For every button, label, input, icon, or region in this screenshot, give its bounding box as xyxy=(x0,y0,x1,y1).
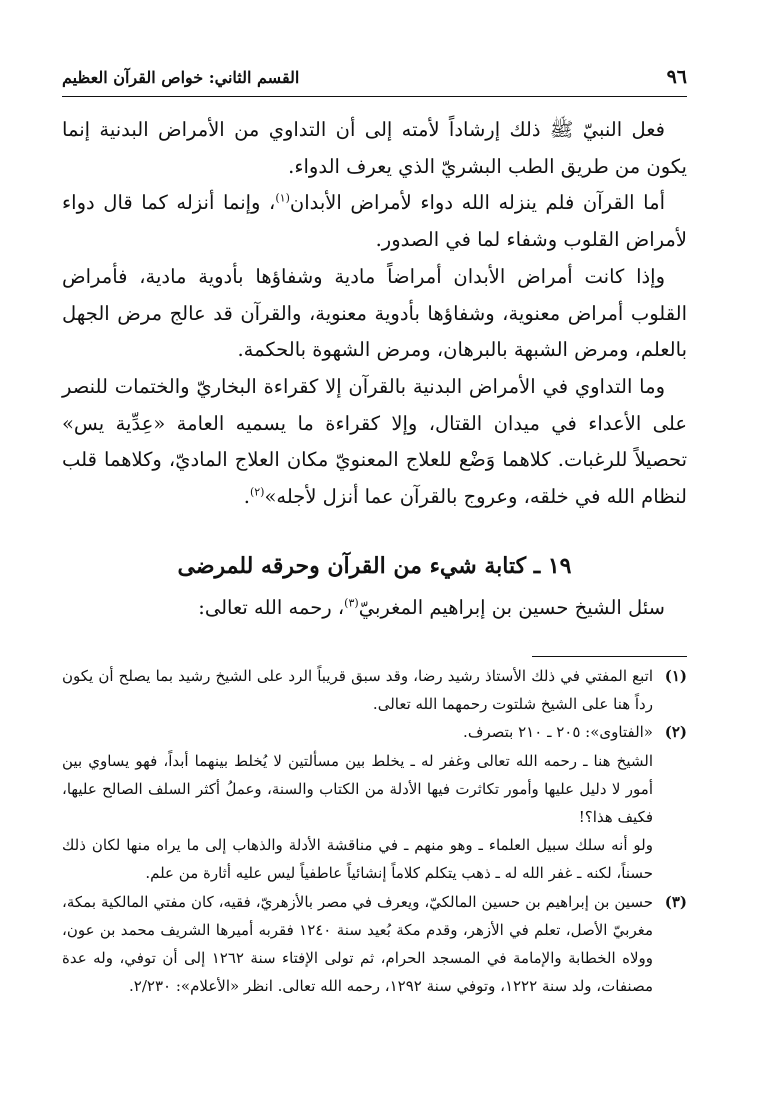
footnote-text: «الفتاوى»: ٢٠٥ ـ ٢١٠ بتصرف. xyxy=(463,723,653,742)
paragraph-text: وما التداوي في الأمراض البدنية بالقرآن إلا كقراءة البخاريّ والختمات للنصر على الأعداء في ميدان القتال، وإلا كقراءة ما يسميه العامة «عِدِّية يس» تحصيلاً للرغبات. كلاهما وَضْع للعلاج المعنويّ مكان العلاج الماديّ، وكلاهما قلب لنظام الله في خلقه، وعروج بالقرآن عما أنزل لأجله» xyxy=(62,374,687,509)
footnote-1 xyxy=(62,662,687,718)
running-title: القسم الثاني: خواص القرآن العظيم xyxy=(62,68,300,87)
footnote-2 xyxy=(62,718,687,887)
footnotes xyxy=(62,662,687,1000)
footnote-ref[interactable]: (٣) xyxy=(344,596,359,610)
paragraph-3 xyxy=(62,259,687,369)
paragraph-4 xyxy=(62,369,687,516)
question-line xyxy=(62,596,687,619)
footnote-text: حسين بن إبراهيم بن حسين المالكيّ، ويعرف في مصر بالأزهريّ، فقيه، كان مفتي المالكية بمكة، مغربيّ الأصل، تعلم في الأزهر، وقدم مكة بُعيد سنة ١٢٤٠ فقربه أميرها الشريف محمد بن عون، وولاه الخطابة والإمامة في المسجد الحرام، ثم تولى الإفتاء سنة ١٢٦٢ إلى أن توفي، وله عدة مصنفات، ولد سنة ١٢٢٢، وتوفي سنة ١٢٩٢، رحمه الله تعالى. انظر «الأعلام»: ٢/٢٣٠. xyxy=(62,892,653,996)
main-text xyxy=(62,112,687,516)
footnote-3 xyxy=(62,888,687,1001)
paragraph-text: فعل النبيّ ﷺ ذلك إرشاداً لأمته إلى أن التداوي من الأمراض البدنية إنما يكون من طريق الطب البشريّ الذي يعرف الدواء. xyxy=(62,118,687,178)
paragraph-1 xyxy=(62,112,687,185)
footnote-divider xyxy=(532,656,687,657)
footnote-text: اتبع المفتي في ذلك الأستاذ رشيد رضا، وقد سبق قريباً الرد على الشيخ رشيد بما يصلح أن يكون رداً هنا على الشيخ شلتوت رحمهما الله تعالى. xyxy=(62,667,653,714)
page-number: ٩٦ xyxy=(666,66,687,88)
footnote-label: (٢) xyxy=(664,723,687,742)
footnote-text: الشيخ هنا ـ رحمه الله تعالى وغفر له ـ يخلط بين مسألتين لا يُخلط بينهما أبداً، فهو يساوي بين أمور لا دليل عليها وأمور تكاثرت فيها الأدلة من الكتاب والسنة، وعملُ أكثر السلف الصالح عليها، فكيف هذا؟! xyxy=(62,751,653,827)
footnote-body xyxy=(62,888,653,1001)
footnote-ref[interactable]: (١) xyxy=(275,191,290,205)
footnote-text: ولو أنه سلك سبيل العلماء ـ وهو منهم ـ في مناقشة الأدلة والذهاب إلى ما يراه منها لكان ذلك حسناً، لكنه ـ غفر الله له ـ ذهب يتكلم كلاماً إنشائياً عاطفياً ليس عليه أثارة من علم. xyxy=(62,836,653,883)
question-text: سئل الشيخ حسين بن إبراهيم المغربيّ xyxy=(358,596,665,619)
question-text: ، رحمه الله تعالى: xyxy=(198,596,345,619)
footnote-body xyxy=(62,718,653,887)
header-divider xyxy=(62,96,687,97)
footnote-ref[interactable]: (٢) xyxy=(249,485,265,499)
paragraph-text: ، وإنما أنزله كما قال دواء لأمراض القلوب وشفاء لما في الصدور. xyxy=(62,191,687,252)
footnote-body xyxy=(62,662,653,718)
paragraph-text: وإذا كانت أمراض الأبدان أمراضاً مادية وشفاؤها بأدوية مادية، فأمراض القلوب أمراض معنوية، وشفاؤها بأدوية معنوية، والقرآن قد عالج مرض الجهل بالعلم، ومرض الشبهة بالبرهان، ومرض الشهوة بالحكمة. xyxy=(62,264,687,362)
paragraph-text: أما القرآن فلم ينزله الله دواء لأمراض الأبدان xyxy=(289,191,665,215)
page-header xyxy=(62,64,687,94)
footnote-label: (١) xyxy=(664,667,687,685)
section-heading: ١٩ ـ كتابة شيء من القرآن وحرقه للمرضى xyxy=(177,553,572,579)
paragraph-text: . xyxy=(243,485,250,509)
paragraph-2 xyxy=(62,185,687,258)
footnote-label: (٣) xyxy=(664,892,687,911)
